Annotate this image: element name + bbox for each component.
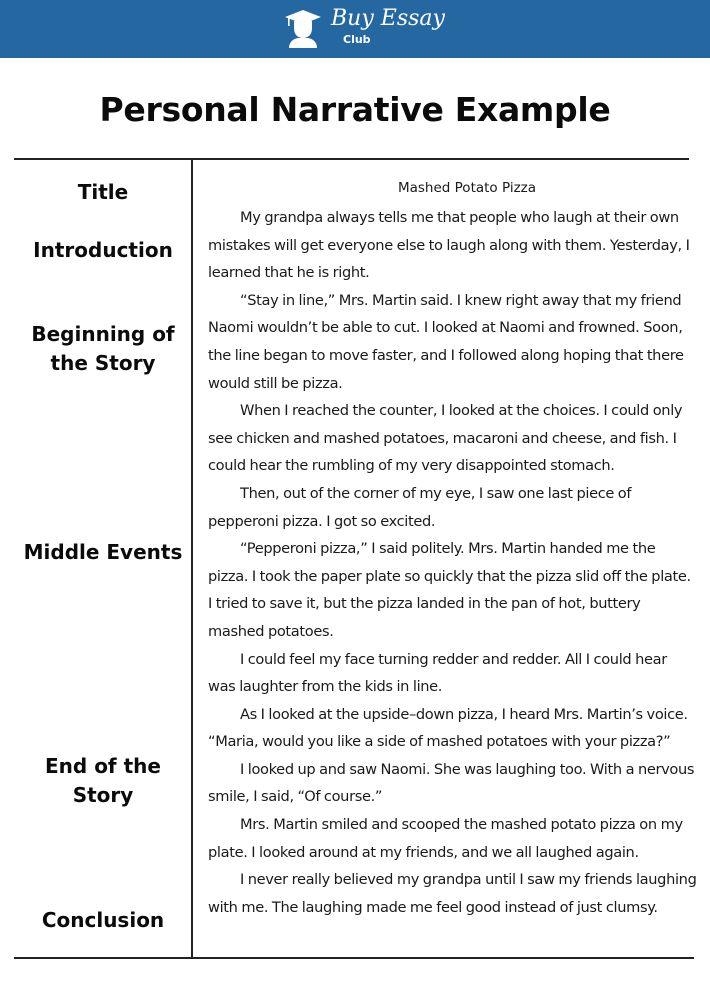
label-conclusion: Conclusion — [41, 908, 165, 932]
story-paragraph: “Stay in line,” Mrs. Martin said. I knew right away that my friend Naomi wouldn’t be able to cut. I looked at Naomi and frowned. Soon, the line began to move faster, and I followed along hoping that there would still be pizza. — [208, 291, 684, 392]
story-paragraph: “Pepperoni pizza,” I said politely. Mrs. Martin handed me the pizza. I took the paper plate so quickly that the pizza slid off the plate. I tried to save it, but the pizza landed in the pan of hot, buttery mashed potatoes. — [208, 540, 691, 640]
label-beginning — [14, 320, 192, 378]
page-title: Personal Narrative Example — [99, 90, 611, 129]
site-header — [0, 0, 710, 58]
story-paragraph: I looked up and saw Naomi. She was laughing too. With a nervous smile, I said, “Of course.” — [208, 760, 695, 806]
story-paragraph: As I looked at the upside–down pizza, I heard Mrs. Martin’s voice. “Maria, would you like a side of mashed potatoes with your pizza?” — [208, 705, 688, 751]
story-title: Mashed Potato Pizza — [397, 180, 537, 196]
brand-name: Buy Essay — [331, 6, 445, 31]
table-bottom-rule — [14, 957, 694, 959]
brand-sub: Club — [343, 33, 371, 46]
story-column — [208, 178, 698, 921]
graduate-silhouette-icon — [283, 8, 323, 48]
story-paragraph: I never really believed my grandpa until I saw my friends laughing with me. The laughing made me feel good instead of just clumsy. — [208, 871, 697, 916]
label-beginning-line1: Beginning of — [31, 322, 175, 346]
story-paragraph: Mrs. Martin smiled and scooped the mashed potato pizza on my plate. I looked around at my friends, and we all laughed again. — [208, 816, 683, 861]
story-paragraph: Then, out of the corner of my eye, I saw one last piece of pepperoni pizza. I got so excited. — [208, 484, 632, 530]
label-end-line1: End of the — [45, 754, 161, 778]
story-paragraph: I could feel my face turning redder and redder. All I could hear was laughter from the kids in line. — [208, 650, 667, 696]
label-beginning-line2: the Story — [50, 351, 156, 375]
label-middle-events: Middle Events — [23, 540, 183, 564]
story-paragraph: When I reached the counter, I looked at the choices. I could only see chicken and mashed potatoes, macaroni and cheese, and fish. I could hear the rumbling of my very disappointed stomach. — [208, 402, 683, 475]
table-top-rule — [14, 158, 689, 160]
label-end — [14, 752, 192, 810]
brand-logo[interactable] — [283, 4, 443, 52]
label-introduction: Introduction — [33, 238, 173, 262]
label-end-line2: Story — [72, 783, 134, 807]
story-paragraph: My grandpa always tells me that people who laugh at their own mistakes will get everyone else to laugh along with them. Yesterday, I learned that he is right. — [208, 209, 690, 282]
label-title: Title — [77, 180, 129, 204]
